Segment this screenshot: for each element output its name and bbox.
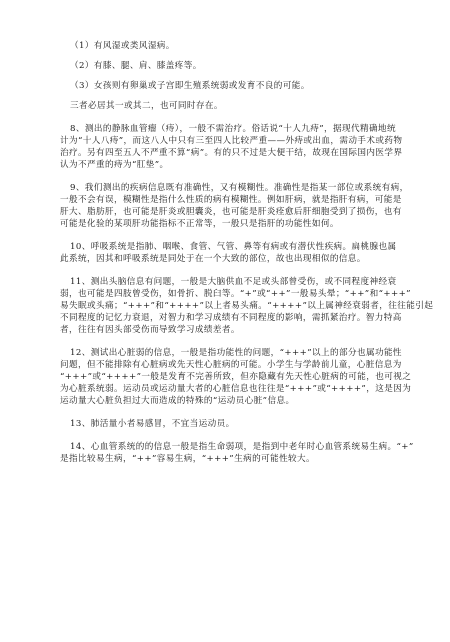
paragraph-line: 8、测出的静脉血管瘤（痔），一般不需治疗。俗话说“十人九痔”，据现代精确地统	[70, 124, 396, 134]
paragraph-line: 14、心血管系统的的信息一般是指生命弱项，是指到中老年时心血管系统易生病。“+”	[70, 442, 414, 452]
paragraph	[60, 441, 414, 465]
paragraph-line: 肝大、脂肪肝，也可能是肝炎或胆囊炎，也可能是肝炎痊愈后肝细胞受到了损伤，也有	[60, 207, 402, 217]
paragraph	[60, 123, 403, 171]
paragraph-line: 问题，但不能排除有心脏病或先天性心脏病的可能。小学生与学龄前儿童，心脏信息为	[60, 360, 402, 370]
paragraph-list	[60, 123, 434, 465]
paragraph	[60, 182, 409, 230]
paragraph-line: 10、呼吸系统是指肺、咽喉、食管、气管、鼻等有病或有潜伏性疾病。扁桃腺也属	[70, 242, 397, 252]
paragraph-line: 计为“十人八痔”，而这八人中只有三至四人比较严重——外痔或出血，需动手术或药物	[60, 136, 403, 146]
summary-line: 三者必居其一或其二，也可同时存在。	[70, 101, 223, 111]
paragraph	[60, 241, 397, 265]
paragraph	[60, 418, 392, 430]
paragraph-line: 11、测出头脑信息有问题，一般是大脑供血不足或头部曾受伤，或不同程度神经衰	[70, 277, 397, 287]
paragraph-line: 可能是化验的某项肝功能指标不正常等，一般只是指肝的功能性如何。	[60, 219, 339, 229]
paragraph-line: 12、测试出心脏弱的信息，一般是指功能性的问题，“+++”以上的部分也属功能性	[70, 348, 402, 358]
paragraph-line: 是指比较易生病，“++”容易生病，“+++”生病的可能性较大。	[60, 454, 316, 464]
paragraph-line: “+++”或“++++”一般是发育不完善所致，但亦隐藏有先天性心脏病的可能，也可视之	[60, 372, 412, 382]
paragraph-line: 9、我们测出的疾病信息既有准确性，又有模糊性。准确性是指某一部位或系统有病，	[70, 183, 409, 193]
paragraph-line: 易失眠或头痛；“+++”和“++++”以上者易头痛。“++++”以上属神经衰弱者，往往能引起	[60, 301, 434, 311]
paragraph-line: 此系统，因其和呼吸系统是同处于在一个大致的部位，故也出现相似的信息。	[60, 254, 366, 264]
paragraph-line: 不同程度的记忆力衰退，对智力和学习成绩有不同程度的影响，需抓紧治疗。智力特高	[60, 313, 402, 323]
paragraph-line: 弱，也可能是四肢曾受伤，如骨折、脱臼等。“+”或“++”一般易头晕；“++”和“+++”	[60, 289, 411, 299]
paragraph-line: 为心脏系统弱。运动员或运动量大者的心脏信息也往往是“+++”或“++++”，这是因为	[60, 384, 412, 394]
paragraph-line: 者，往往有因头部受伤而导致学习成绩差者。	[60, 325, 240, 335]
list-item: （1）有风湿或类风湿病。	[70, 41, 175, 51]
paragraph-line: 运动量大心脏负担过大而造成的特殊的“运动员心脏”信息。	[60, 396, 295, 406]
paragraph	[60, 276, 434, 336]
paragraph-line: 一般不会有误，模糊性是指什么性质的病有模糊性。例如肝病，就是指肝有病，可能是	[60, 195, 402, 205]
item-list	[60, 40, 392, 92]
list-item: （3）女孩则有卵巢或子宫即生殖系统弱或发育不良的可能。	[70, 81, 310, 91]
paragraph-line: 治疗。另有四至五人不严重不算“病”。有的只不过是大便干结，故现在国际国内医学界	[60, 148, 403, 158]
list-item: （2）有膝、腿、肩、膝盖疼等。	[70, 61, 202, 71]
paragraph-line: 13、肺活量小者易感冒，不宜当运动员。	[70, 419, 235, 429]
paragraph-line: 认为不严重的痔为“肛垫”。	[60, 160, 169, 170]
paragraph	[60, 347, 412, 407]
